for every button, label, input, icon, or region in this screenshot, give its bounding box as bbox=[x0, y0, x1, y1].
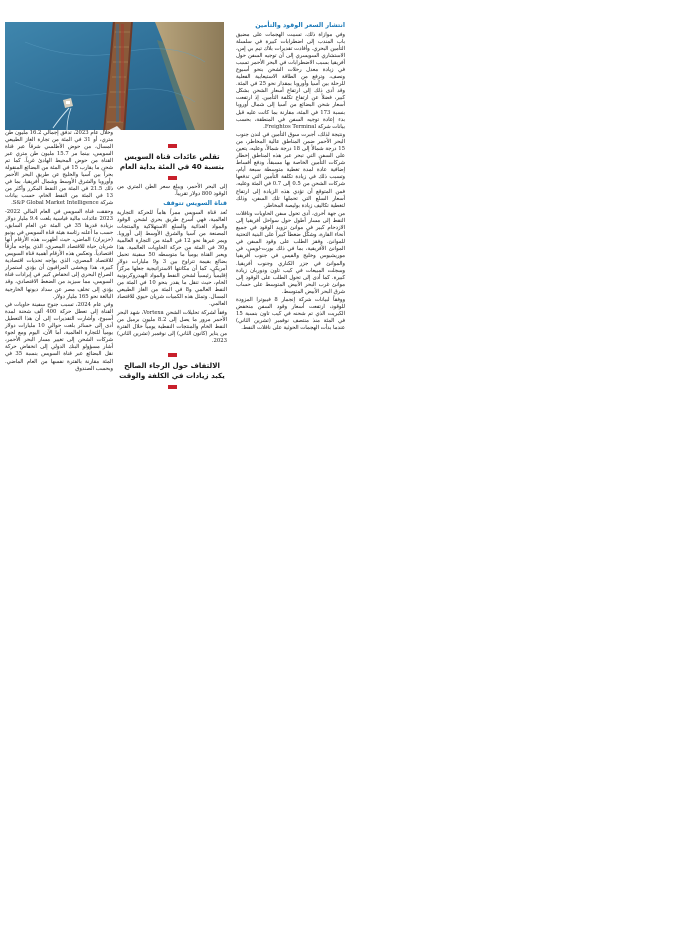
right-section-heading: انتشار السعر الوقود والتأمين bbox=[255, 22, 345, 29]
right-paragraph: من جهة أخرى، أدى تحول سفن الحاويات وناقلات النفط إلى مسار أطول حول سواحل أفريقيا إلى الازدحام كبير في موانئ تزويد الوقود في جميع أنحاء القارة، وشكّل ضغطاً كبيراً على البنية التحتية للموانئ. وفقز الطلب على وقود السفن في الموانئ الأفريقية، بما في ذلك بورت-لويس، في موريشيوس وخليج والفيس في جنوب أفريقيا والموانئ في جزر الكناري وجنوب أفريقيا. وسجلت المبيعات في كيب تاون ودوربان زيادة كبيرة. كما أدى إلى تحول الطلب على الوقود إلى موانئ غرب البحر الأبيض المتوسط على حساب شرق البحر الأبيض المتوسط. bbox=[236, 211, 345, 295]
red-divider bbox=[168, 144, 177, 148]
left-paragraph: وفي عام 2024، تسبب جنوح سفينة حاويات في القناة إلى تعطل حركة 400 ألف شحنة لمدة أسبوع، وأشارت التقديرات إلى أن هذا التعطيل أدى إلى خسائر بلغت حوالي 10 مليارات دولار يومياً للتجارة العالمية، أما الآن، اليوم ومع لجوء شركات الشحن إلى تغيير مسار البحر الأحمر، أشار مسؤولو البنك الدولي إلى انخفاض حركة نقل البضائع عبر قناة السويس بنسبة 35 في المئة مقارنة بالفترة نفسها من العام الماضي. وبحسب الصندوق bbox=[5, 302, 113, 372]
container-ship-photo bbox=[5, 22, 224, 130]
middle-paragraph: تُعد قناة السويس ممراً هاماً للحركة التجارية العالمية، فهي أسرع طريق بحري لشحن الوقود والمواد الغذائية والسلع الاستهلاكية والمنتجات المصنعة من آسيا والشرق الأوسط إلى أوروبا. ويمر عبرها نحو 12 في المئة من التجارة العالمية و30 في المئة من حركة الحاويات العالمية. هذا ويعبر القناة يومياً ما متوسطه 50 سفينة تحمل بضائع بقيمة تتراوح بين 3 و9 مليارات دولار أمريكي، كما أن مكانتها الاستراتيجية جعلها مركزاً إقليمياً رئيسياً لشحن النفط والمواد الهيدروكربونية الخام، حيث تنقل ما يقدر بنحو 10 في المئة من النفط العالمي و8 في المئة من الغاز الطبيعي المسال. وتمثل هذه الكميات شريان حيوي للاقتصاد العالمي. bbox=[116, 209, 227, 308]
ship-illustration bbox=[5, 22, 224, 130]
left-paragraph: وحققت قناة السويس في العام المالي 2022-2023 عائدات مالية قياسية بلغت 9.4 مليار دولار بزيادة قدرها 35 في المئة عن العام السابق، حسب ما أعلنه رئاسة هيئة قناة السويس في يونيو (حزيران) الماضي، حيث أظهرت هذه الأرقام أنها شريان حياة للاقتصاد المصري، الذي يواجه مأزقاً اقتصادياً. وتعكس هذه الأرقام أهمية قناة السويس للاقتصاد المصري، الذي يواجه تحديات اقتصادية كبيرة، هذا ويخشى المراقبون أن يؤدي استمرار الصراع البحري إلى انخفاض كبير في إيرادات قناة السويس، مما سيزيد من الضغط الاقتصادي، وقد يؤدي إلى تخلف مصر عن سداد ديونها الخارجية البالغة نحو 165 مليار دولار. bbox=[5, 209, 113, 300]
left-column bbox=[5, 130, 113, 374]
red-divider bbox=[168, 176, 177, 180]
red-divider bbox=[168, 385, 177, 389]
middle-column bbox=[117, 140, 227, 393]
right-paragraph: ونتيجة لذلك، أجبرت سوق التأمين في لندن جنوب البحر الأحمر ضمن المناطق عالية المخاطر، من 15 درجة شمالاً إلى 18 درجة شمالاً، وعليه، يتعين على السفن التي تبحر عبر هذه المناطق إخطار شركات التأمين الخاصة بها مسبقاً، ودفع أقساط إضافية عادة لمدة تغطية متوسطة سبعة أيام، وتسبب ذلك في زيادة تكلفة التأمين التي تدفعها شركات الشحن من 0.5 إلى 0.7 في المئة وعليه، فمن المتوقع أن تؤدي هذه الزيادة إلى ارتفاع أسعار السلع التي تحملها تلك السفن، وذلك لتغطية تكاليف زيادة بوليصة المخاطر. bbox=[236, 132, 345, 209]
right-paragraph: ووفقاً لبيانات شركة إنجمار 8 فيبوترا المزودة للوقود، ارتفعت أسعار وقود السفن منخفض الكبريت الذي تم شحنه في كيب تاون بنسبة 15 في المئة منذ منتصف نوفمبر (تشرين الثاني) عندما بدأت الهجمات الحوثية على ناقلات النفط. bbox=[236, 297, 346, 332]
right-paragraph: وفي موازاة ذلك، تسببت الهجمات على مضيق باب المندب إلى اضطرابات كبيرة في سلسلة التأمين البحري. وأفادت تقديرات بلاك تيم بي إس، الاستشاري السويسري إلى أن توجيه السفن حول أفريقيا بسبب الاضطرابات في البحر الأحمر تسبب في زيادة معدل رحلات الشحن بنحو أسبوع ونصف، وترفع من الطاقة الاستيعابية الفعلية للرحلة بين آسيا وأوروبا بمقدار نحو 25 في المئة. وقد أدى ذلك إلى ارتفاع أسعار الشحن بشكل كبير، فضلاً عن ارتفاع تكلفة التأمين. إذ ارتفعت أسعار شحن البضائع من آسيا إلى شمال أوروبا بنسبة 173 في المئة، مقارنة بما كانت عليه قبل بدء إعادة توجيه السفن في المنطقة، بحسب بيانات شركة Freightos Terminal. bbox=[236, 32, 345, 130]
middle-lead: إلى البحر الأحمر، ويبلغ سعر الطن المتري من الوقود 800 دولار تقريباً. bbox=[117, 183, 227, 197]
middle-paragraph: وفقاً لشركة تحليلات الشحن Vortexa، شهد البحر الأحمر مرور ما يصل إلى 8.2 مليون برميل من النفط الخام والمنتجات النفطية يومياً خلال الفترة من يناير (كانون الثاني) إلى نوفمبر (تشرين الثاني) 2023. bbox=[117, 309, 227, 345]
left-paragraph: وخلال عام 2023، تدفق إجمالي 16.2 مليون طن متري، أو 31 في المئة من تجارة الغاز الطبيعي المسال، من حوض الأطلسي شرقاً عبر قناة السويس، بينما مر 15.7 مليون طن متري عبر القناة من حوض المحيط الهادئ غرباً. كما تم شحن ما يقارب 15 في المئة من البضائع المنقولة بحراً بين آسيا والخليج عن طريق البحر الأحمر وأوروبا والشرق الأوسط وشمال أفريقيا، بما في ذلك 21.5 في المئة من النفط المكرر وأكثر من 13 في المئة من النفط الخام، حسب بيانات شركة S&P Global Market Intelligence. bbox=[5, 130, 113, 207]
red-divider bbox=[168, 353, 177, 357]
right-column bbox=[236, 20, 345, 334]
middle-bottom-headline: الالتفاف حول الرجاء الصالح يكبد زيادات في الكلفة والوقت bbox=[119, 361, 225, 380]
middle-headline: تقلص عائدات قناة السويس بنسبة 40 في المئة بداية العام bbox=[119, 152, 225, 171]
middle-section-heading: قناة السويس تتوقف bbox=[163, 199, 227, 207]
